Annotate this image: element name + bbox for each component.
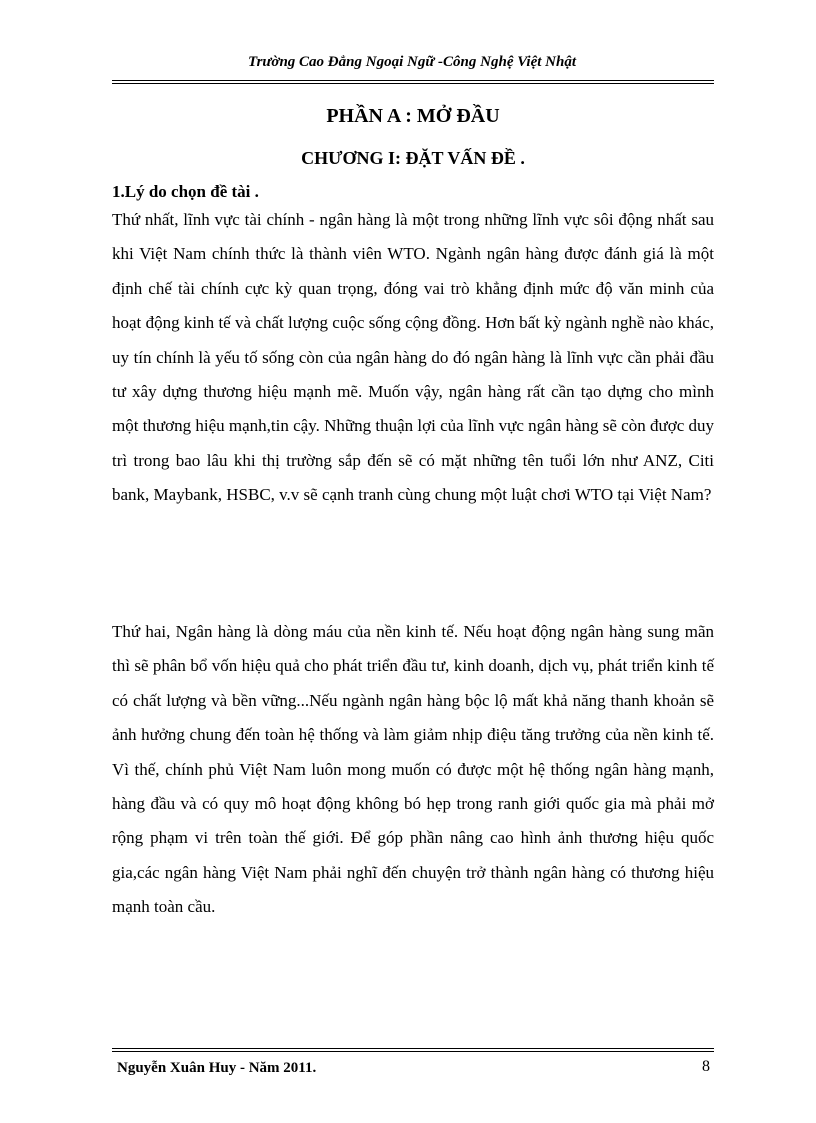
paragraph-1: Thứ nhất, lĩnh vực tài chính - ngân hàng là một trong những lĩnh vực sôi động nhất sau khi Việt Nam chính thức là thành viên WTO. Ngành ngân hàng được đánh giá là một định chế tài chính cực kỳ quan trọng, đóng vai trò khẳng định mức độ văn minh của hoạt động kinh tế và chất lượng cuộc sống cộng đồng. Hơn bất kỳ ngành nghề nào khác, uy tín chính là yếu tố sống còn của ngân hàng do đó ngân hàng là lĩnh vực cần phải đầu tư xây dựng thương hiệu mạnh mẽ. Muốn vậy, ngân hàng rất cần tạo dựng cho mình một thương hiệu mạnh,tin cậy. Những thuận lợi của lĩnh vực ngân hàng sẽ còn được duy trì trong bao lâu khi thị trường sắp đến sẽ có mặt những tên tuổi lớn như ANZ, Citi bank, Maybank, HSBC, v.v sẽ cạnh tranh cùng chung một luật chơi WTO tại Việt Nam?	[112, 210, 714, 505]
paragraph-2: Thứ hai, Ngân hàng là dòng máu của nền kinh tế. Nếu hoạt động ngân hàng sung mãn thì sẽ phân bổ vốn hiệu quả cho phát triển đầu tư, kinh doanh, dịch vụ, phát triển kinh tế có chất lượng và bền vững...Nếu ngành ngân hàng bộc lộ mất khả năng thanh khoản sẽ ảnh hưởng chung đến toàn hệ thống và làm giảm nhịp điệu tăng trưởng của nền kinh tế. Vì thế, chính phủ Việt Nam luôn mong muốn có được một hệ thống ngân hàng mạnh, hàng đầu và có quy mô hoạt động không bó hẹp trong ranh giới quốc gia mà phải mở rộng phạm vi trên toàn thế giới. Để góp phần nâng cao hình ảnh thương hiệu quốc gia,các ngân hàng Việt Nam phải nghĩ đến chuyện trở thành ngân hàng có thương hiệu mạnh toàn cầu.	[112, 622, 714, 917]
section-heading: 1.Lý do chọn đề tài .	[112, 182, 259, 201]
part-title: PHẦN A : MỞ ĐẦU	[326, 105, 500, 127]
header-divider	[112, 80, 714, 84]
page-number: 8	[702, 1058, 710, 1075]
footer-divider	[112, 1048, 714, 1052]
chapter-title: CHƯƠNG I: ĐẶT VẤN ĐỀ .	[301, 148, 525, 168]
page-header: Trường Cao Đẳng Ngoại Ngữ -Công Nghệ Việt Nhật	[247, 54, 576, 70]
footer-author-year: Nguyễn Xuân Huy - Năm 2011.	[117, 1060, 317, 1076]
